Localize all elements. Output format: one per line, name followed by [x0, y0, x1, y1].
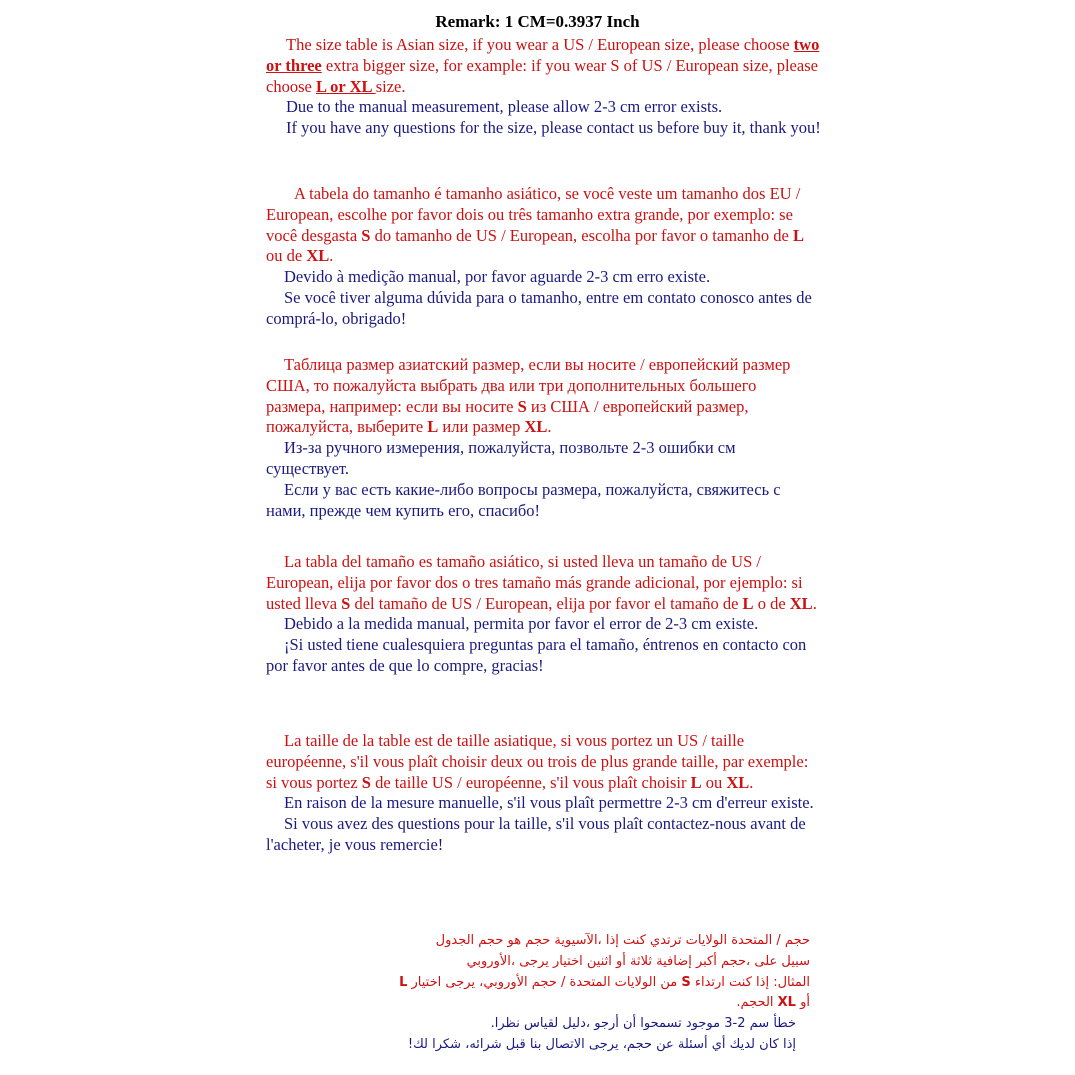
portuguese-size-note: A tabela do tamanho é tamanho asiático, se você veste um tamanho dos EU / European, escolhe por favor dois ou três tamanho extra grande, por exemplo: se você desgasta S do tamanho de US / European, escolha por favor o tamanho de L ou de XL.	[266, 184, 804, 266]
spanish-contact-note: ¡Si usted tiene cualesquiera preguntas para el tamaño, éntrenos en contacto con por favor antes de que lo compre, gracias!	[266, 635, 807, 675]
russian-size-note: Таблица размер азиатский размер, если вы носите / европейский размер США, то пожалуйста выбрать два или три дополнительных большего размера, например: если вы носите S из США / европейский размер, пожалуйста, выберите L или размер XL.	[266, 355, 791, 437]
english-section	[266, 35, 826, 139]
spanish-section	[266, 552, 818, 677]
russian-contact-note: Если у вас есть какие-либо вопросы размера, пожалуйста, свяжитесь с нами, прежде чем купить его, спасибо!	[266, 479, 781, 520]
french-measurement-note: En raison de la mesure manuelle, s'il vous plaît permettre 2-3 cm d'erreur existe.	[284, 793, 814, 813]
remark-heading: Remark: 1 CM=0.3937 Inch	[435, 12, 640, 31]
emphasis-two-or-three: two or three	[266, 35, 820, 75]
arabic-size-line-2: سبيل على ،حجم أكبر إضافية ثلاثة أو اثنين اختيار يرجى ،الأوروبي	[466, 953, 810, 969]
portuguese-measurement-note: Devido à medição manual, por favor aguarde 2-3 cm erro existe.	[284, 267, 711, 287]
english-contact-note: If you have any questions for the size, please contact us before buy it, thank you!	[286, 118, 821, 138]
english-size-note: The size table is Asian size, if you wear a US / European size, please choose two or three extra bigger size, for example: if you wear S of US / European size, please choose L or XL size.	[266, 35, 820, 96]
arabic-measurement-note: خطأ سم 2-3 موجود تسمحوا أن أرجو ،دليل لقياس نظرا.	[490, 1016, 796, 1032]
portuguese-contact-note: Se você tiver alguma dúvida para o tamanho, entre em contato conosco antes de comprá-lo, obrigado!	[266, 287, 812, 328]
english-measurement-note: Due to the manual measurement, please allow 2-3 cm error exists.	[286, 97, 723, 117]
spanish-size-note: La tabla del tamaño es tamaño asiático, si usted lleva un tamaño de US / European, elija por favor dos o tres tamaño más grande adicional, por ejemplo: si usted lleva S del tamaño de US / European, elija por favor el tamaño de L o de XL.	[266, 552, 817, 613]
arabic-contact-note: إذا كان لديك أي أسئلة عن حجم، يرجى الاتصال بنا قبل شرائه، شكرا لك!	[407, 1036, 796, 1052]
portuguese-section	[266, 184, 818, 330]
russian-section	[266, 355, 818, 521]
arabic-section	[262, 931, 810, 1056]
spanish-measurement-note: Debido a la medida manual, permita por favor el error de 2-3 cm existe.	[284, 614, 759, 634]
arabic-size-line-4: أو XL الحجم.	[736, 995, 810, 1011]
french-section	[266, 731, 818, 856]
emphasis-l-or-xl: L or XL	[315, 76, 376, 96]
russian-measurement-note: Из-за ручного измерения, пожалуйста, позвольте 2-3 ошибки см существует.	[266, 438, 736, 478]
french-contact-note: Si vous avez des questions pour la taille, s'il vous plaît contactez-nous avant de l'acheter, je vous remercie!	[266, 814, 806, 854]
french-size-note: La taille de la table est de taille asiatique, si vous portez un US / taille européenne, s'il vous plaît choisir deux ou trois de plus grande taille, par exemple: si vous portez S de taille US / européenne, s'il vous plaît choisir L ou XL.	[266, 731, 809, 792]
arabic-size-line-1: حجم / المتحدة الولايات ترتدي كنت إذا ،الآسيوية حجم هو حجم الجدول	[435, 933, 810, 948]
arabic-size-line-3: المثال: إذا كنت ارتداء S من الولايات المتحدة / حجم الأوروبي، يرجى اختيار L	[399, 974, 810, 990]
